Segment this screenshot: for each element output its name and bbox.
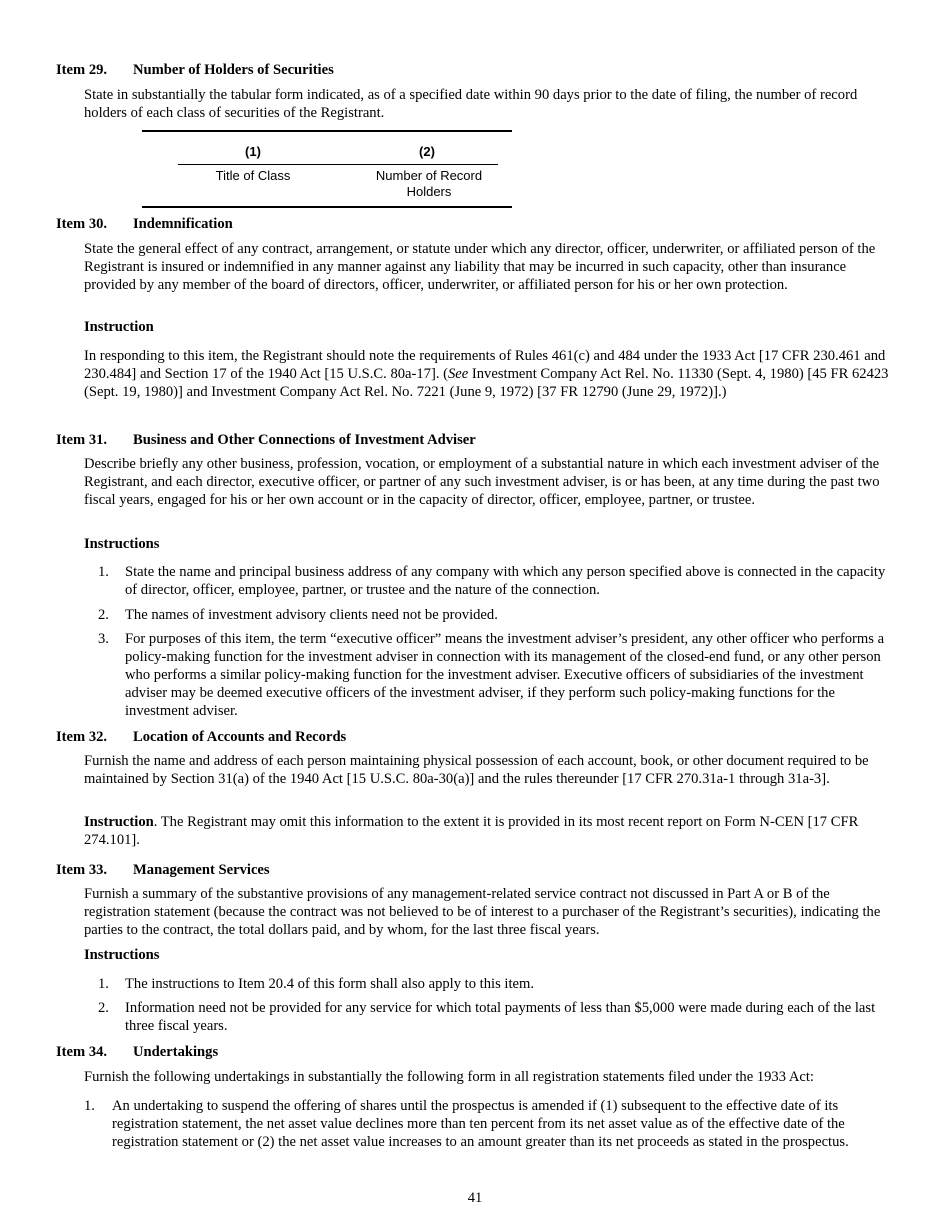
item-34-heading: [56, 1043, 218, 1061]
list-number: 2.: [98, 607, 109, 623]
list-text: Information need not be provided for any service for which total payments of less than $5,000 were made during each of the last three fiscal years.: [125, 1000, 876, 1034]
list-number: 1.: [84, 1098, 95, 1114]
item-29-heading: [56, 61, 334, 79]
item-30-title: Indemnification: [133, 216, 233, 232]
item-31-number: Item 31.: [56, 432, 108, 448]
item-31-body: Describe briefly any other business, profession, vocation, or employment of a substantial nature in which each investment adviser of the Registrant, and each director, executive officer, or partner of any such investment adviser, is or has been, at any time during the past two fiscal years, engaged for his or her own account or in the capacity of director, officer, employee, partner, or trustee.: [84, 456, 880, 508]
page-number: 41: [467, 1190, 483, 1206]
item-30-instruction-heading: Instruction: [84, 319, 154, 335]
table-col1-label: Title of Class: [215, 168, 291, 183]
list-text: An undertaking to suspend the offering of shares until the prospectus is amended if (1) subsequent to the effective date of its registration statement, the net asset value declines more than ten percent from its net asset value as of the effective date of the registration statement or (2) the net asset value increases to an amount greater than its net proceeds as stated in the prospectus.: [112, 1098, 849, 1150]
table-header-rule: [178, 164, 498, 165]
table-col1-header: (1): [245, 144, 261, 159]
item-29-body: State in substantially the tabular form indicated, as of a specified date within 90 days prior to the date of filing, the number of record holders of each class of securities of the Registrant.: [84, 87, 858, 121]
item-33-instructions-heading: Instructions: [84, 947, 160, 963]
item-30-instruction-part2: Investment Company Act Rel. No. 11330 (Sept. 4, 1980) [45 FR 62423 (Sept. 19, 1980)] and Investment Company Act Rel. No. 7221 (June 9, 1972) [37 FR 12790 (June 29, 1972)].): [84, 366, 889, 400]
item-33-body: Furnish a summary of the substantive provisions of any management-related service contract not discussed in Part A or B of the registration statement (because the contract was not believed to be of interest to a purchaser of the Registrant’s securities), indicating the parties to the contract, the total dollars paid, and by whom, for the last three fiscal years.: [84, 886, 881, 938]
item-32-instruction: [84, 813, 899, 849]
list-text: The names of investment advisory clients need not be provided.: [125, 607, 498, 623]
item-30-heading: [56, 215, 233, 233]
item-34-body: Furnish the following undertakings in substantially the following form in all registration statements filed under the 1933 Act:: [84, 1069, 814, 1085]
item-30-instruction-text: [84, 347, 899, 401]
item-29-title: Number of Holders of Securities: [133, 62, 334, 78]
list-text: State the name and principal business address of any company with which any person specified above is connected in the capacity of director, officer, employee, partner, or trustee and the nature of the connection.: [125, 564, 886, 598]
item-32-heading: [56, 728, 346, 746]
item-31-title: Business and Other Connections of Investment Adviser: [133, 432, 476, 448]
table-col2-header: (2): [419, 144, 435, 159]
list-number: 1.: [98, 564, 109, 580]
record-holders-table: [142, 130, 512, 208]
list-text: The instructions to Item 20.4 of this form shall also apply to this item.: [125, 976, 534, 992]
item-30-instruction-see: See: [447, 366, 469, 382]
item-33-number: Item 33.: [56, 862, 108, 878]
item-32-instruction-label: Instruction: [84, 814, 154, 830]
list-number: 3.: [98, 631, 109, 647]
item-33-heading: [56, 861, 270, 879]
item-33-title: Management Services: [133, 862, 270, 878]
table-col2-label: Number of Record Holders: [375, 168, 483, 199]
item-31-instructions-heading: Instructions: [84, 536, 160, 552]
item-34-title: Undertakings: [133, 1044, 219, 1060]
list-number: 2.: [98, 1000, 109, 1016]
item-30-instruction-part1: In responding to this item, the Registrant should note the requirements of Rules 461(c) and 484 under the 1933 Act [17 CFR 230.461 and 230.484] and Section 17 of the 1940 Act [15 U.S.C. 80a-17]. (: [84, 348, 886, 382]
list-text: For purposes of this item, the term “executive officer” means the investment adviser’s president, any other officer who performs a policy-making function for the investment adviser in connection with its management of the closed-end fund, or any other person who performs a similar policy-making function for the investment adviser. Executive officers of subsidiaries of the investment adviser may be deemed executive officers of the investment adviser, if they perform such policy-making functions for the investment adviser.: [125, 631, 885, 719]
item-31-heading: [56, 431, 476, 449]
item-34-number: Item 34.: [56, 1044, 108, 1060]
list-number: 1.: [98, 976, 109, 992]
item-32-number: Item 32.: [56, 729, 108, 745]
item-29-number: Item 29.: [56, 62, 108, 78]
item-30-number: Item 30.: [56, 216, 108, 232]
item-30-body: State the general effect of any contract, arrangement, or statute under which any director, officer, underwriter, or affiliated person of the Registrant is insured or indemnified in any manner against any liability that may be incurred in such capacity, other than insurance provided by any member of the board of directors, officer, underwriter, or affiliated person for his or her own protection.: [84, 241, 876, 293]
item-32-instruction-text: . The Registrant may omit this information to the extent it is provided in its most recent report on Form N-CEN [17 CFR 274.101].: [84, 814, 859, 848]
item-32-title: Location of Accounts and Records: [133, 729, 347, 745]
item-32-body: Furnish the name and address of each person maintaining physical possession of each account, book, or other document required to be maintained by Section 31(a) of the 1940 Act [15 U.S.C. 80a-30(a)] and the rules thereunder [17 CFR 270.31a-1 through 31a-3].: [84, 753, 869, 787]
